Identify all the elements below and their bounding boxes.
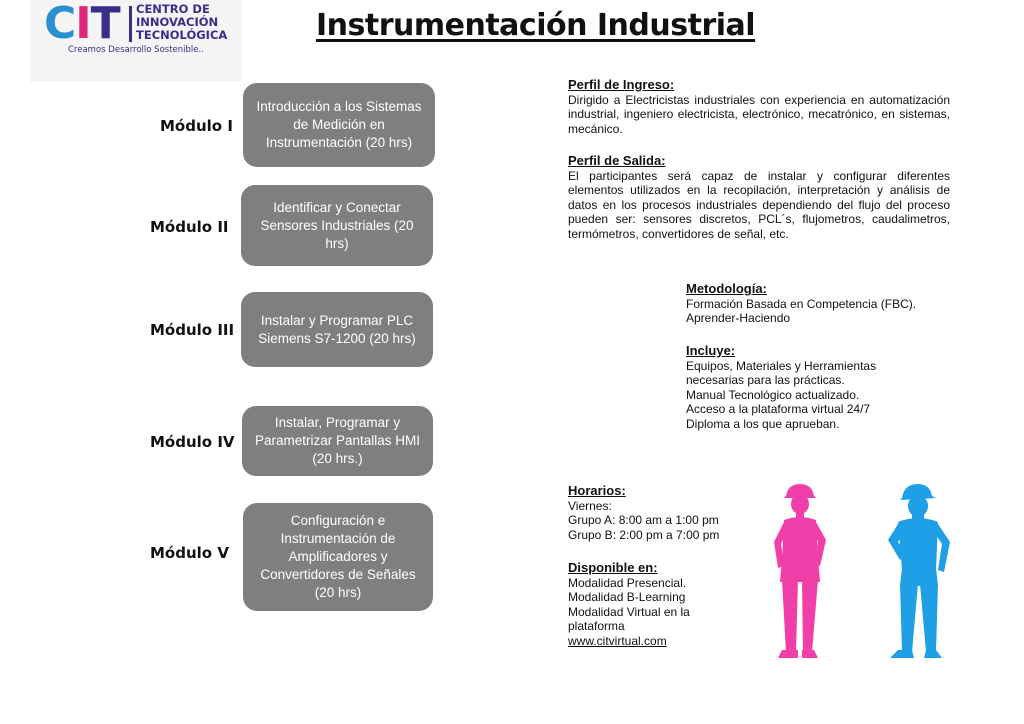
module-box-1: Introducción a los Sistemas de Medición en Instrumentación (20 hrs) [243, 83, 435, 167]
disponible-line: Modalidad Presencial. [568, 575, 687, 590]
disponible-line: plataforma [568, 619, 625, 633]
female-worker-silhouette-icon [760, 482, 850, 662]
logo-name: CENTRO DE INNOVACIÓN TECNOLÓGICA [136, 2, 228, 42]
module-label-4: Módulo IV [150, 433, 235, 451]
incluye-line: Diploma a los que aprueban. [686, 416, 840, 431]
citvirtual-link[interactable]: www.citvirtual.com [568, 633, 667, 648]
incluye-heading: Incluye: [686, 343, 736, 358]
metodologia [686, 282, 966, 326]
perfil-salida-text: El participantes será capaz de instalar y configurar diferentes elementos utilizados en la recopilación, interpretación y análisis de datos en los procesos industriales dependiendo del flujo del proceso pueden ser: sensores discretos, PCL´s, flujometros, caudalimetros, termómetros, convertidores de señal, etc. [568, 168, 950, 241]
cit-logo [30, 0, 242, 82]
module-box-4: Instalar, Programar y Parametrizar Pantallas HMI (20 hrs.) [242, 406, 433, 476]
disponible [568, 561, 758, 648]
perfil-salida-heading: Perfil de Salida: [568, 153, 666, 168]
metodologia-heading: Metodología: [686, 281, 767, 296]
perfil-ingreso [568, 78, 950, 136]
horarios-heading: Horarios: [568, 483, 626, 498]
incluye-line: Acceso a la plataforma virtual 24/7 [686, 402, 871, 416]
horarios-line: Grupo A: 8:00 am a 1:00 pm [568, 513, 719, 527]
horarios-line: Grupo B: 2:00 pm a 7:00 pm [568, 527, 720, 542]
disponible-line: Modalidad Virtual en la [568, 604, 690, 619]
logo-letters: CIT [44, 0, 120, 49]
perfil-ingreso-heading: Perfil de Ingreso: [568, 77, 675, 92]
disponible-line: Modalidad B-Learning [568, 590, 686, 604]
perfil-salida [568, 154, 950, 241]
horarios [568, 484, 758, 542]
male-worker-silhouette-icon [872, 482, 962, 662]
disponible-heading: Disponible en: [568, 560, 658, 575]
module-label-1: Módulo I [160, 117, 233, 135]
incluye-line: Equipos, Materiales y Herramientas [686, 358, 877, 373]
module-label-3: Módulo III [150, 321, 235, 339]
module-box-3: Instalar y Programar PLC Siemens S7-1200 (20 hrs) [241, 292, 433, 367]
module-box-5: Configuración e Instrumentación de Amplificadores y Convertidores de Señales (20 hrs) [243, 503, 433, 611]
incluye-line: necesarias para las prácticas. [686, 373, 845, 387]
module-label-5: Módulo V [150, 544, 229, 562]
page-title: Instrumentación Industrial [316, 8, 756, 43]
incluye [686, 344, 966, 431]
metodologia-line: Formación Basada en Competencia (FBC). [686, 296, 917, 311]
module-box-2: Identificar y Conectar Sensores Industriales (20 hrs) [241, 185, 433, 266]
module-label-2: Módulo II [150, 218, 229, 236]
metodologia-line: Aprender-Haciendo [686, 311, 791, 325]
logo-tagline: Creamos Desarrollo Sostenible.. [68, 45, 204, 55]
perfil-ingreso-text: Dirigido a Electricistas industriales con experiencia en automatización industrial, ingeniero electricista, electrónico, mecatrónico, en sistemas, mecánico. [568, 92, 950, 136]
logo-divider [129, 6, 132, 42]
horarios-line: Viernes: [568, 498, 612, 513]
incluye-line: Manual Tecnológico actualizado. [686, 387, 860, 402]
